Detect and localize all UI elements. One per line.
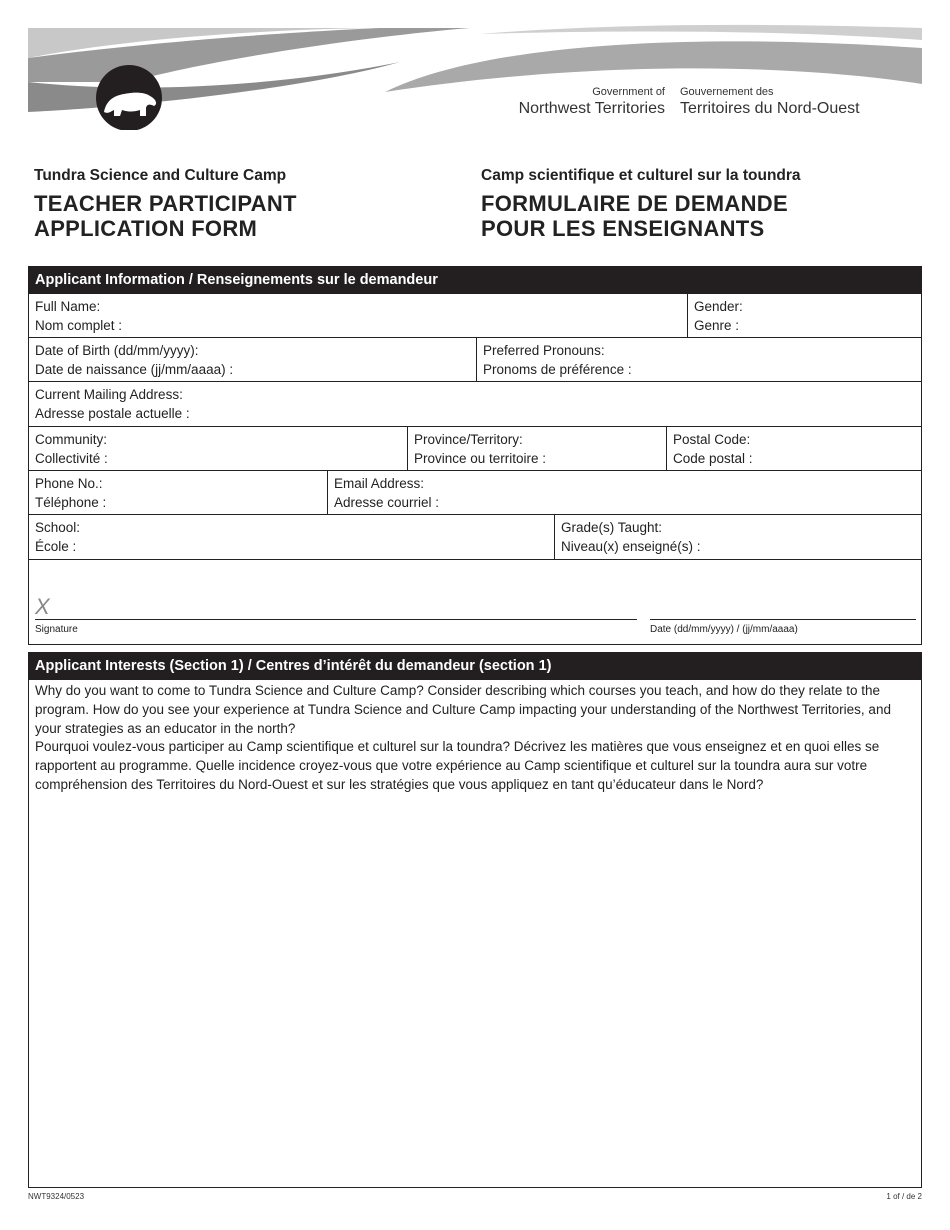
program-name-fr: Camp scientifique et culturel sur la toundra	[481, 167, 801, 184]
gender-field[interactable]	[687, 294, 921, 337]
signature-row	[29, 560, 921, 645]
phone-label-en: Phone No.:	[35, 476, 103, 491]
signature-x-mark: X	[35, 594, 50, 619]
page-number: 1 of / de 2	[886, 1192, 922, 1201]
form-row-dob	[29, 338, 921, 382]
grades-taught-field[interactable]	[554, 515, 921, 559]
email-field[interactable]	[327, 471, 921, 514]
school-label-en: School:	[35, 520, 81, 535]
date-of-birth-field[interactable]	[29, 338, 476, 381]
signature-label: Signature	[35, 624, 78, 635]
phone-field[interactable]	[29, 471, 327, 514]
dob-label-en: Date of Birth (dd/mm/yyyy):	[35, 343, 199, 358]
pronouns-label-fr: Pronoms de préférence :	[483, 362, 632, 377]
form-title-en-line2: APPLICATION FORM	[34, 216, 258, 241]
government-name-en	[500, 86, 665, 118]
form-title-fr-line1: FORMULAIRE DE DEMANDE	[481, 191, 788, 216]
applicant-interests-answer-box[interactable]	[28, 680, 922, 1188]
form-number: NWT9324/0523	[28, 1192, 85, 1201]
form-title-en-line1: TEACHER PARTICIPANT	[34, 191, 297, 216]
school-label-fr: École :	[35, 539, 77, 554]
grades-label-en: Grade(s) Taught:	[561, 520, 663, 535]
question-text-fr: Pourquoi voulez-vous participer au Camp scientifique et culturel sur la toundra? Décrivez les matières que vous enseignez et en quoi elles se rapportent au programme. Quelle incidence croyez-vous que votre expérience au Camp scientifique et culturel sur la toundra aura sur votre compréhension des Territoires du Nord-Ouest et sur les stratégies que vous appliquez en tant qu’éducateur dans le Nord?	[35, 739, 880, 792]
community-label-fr: Collectivité :	[35, 451, 108, 466]
phone-label-fr: Téléphone :	[35, 495, 107, 510]
title-block-en	[34, 167, 297, 241]
postal-code-field[interactable]	[666, 427, 921, 470]
mailing-address-field[interactable]	[29, 382, 921, 426]
signature-date-line[interactable]	[650, 619, 916, 620]
grades-label-fr: Niveau(x) enseigné(s) :	[561, 539, 701, 554]
form-row-school	[29, 515, 921, 560]
community-label-en: Community:	[35, 432, 108, 447]
gov-fr-small: Gouvernement des	[680, 86, 774, 98]
school-field[interactable]	[29, 515, 554, 559]
section-heading-applicant-interests: Applicant Interests (Section 1) / Centres d’intérêt du demandeur (section 1)	[28, 652, 922, 680]
email-label-fr: Adresse courriel :	[334, 495, 440, 510]
gov-fr-big: Territoires du Nord-Ouest	[680, 100, 860, 117]
full-name-field[interactable]	[29, 294, 687, 337]
program-name-en: Tundra Science and Culture Camp	[34, 167, 287, 184]
province-field[interactable]	[407, 427, 666, 470]
email-label-en: Email Address:	[334, 476, 425, 491]
postal-label-fr: Code postal :	[673, 451, 753, 466]
gov-en-small: Government of	[592, 86, 665, 98]
pronouns-field[interactable]	[476, 338, 921, 381]
form-row-address	[29, 382, 921, 427]
question-text-en: Why do you want to come to Tundra Science and Culture Camp? Consider describing which courses you teach, and how do they relate to the program. How do you see your experience at Tundra Science and Culture Camp impacting your understanding of the Northwest Territories, and your strategies as an educator in the north?	[35, 683, 891, 736]
province-label-fr: Province ou territoire :	[414, 451, 547, 466]
gender-label-fr: Genre :	[694, 318, 740, 333]
nwt-polar-bear-logo	[96, 65, 162, 130]
province-label-en: Province/Territory:	[414, 432, 523, 447]
form-row-contact	[29, 471, 921, 515]
date-label: Date (dd/mm/yyyy) / (jj/mm/aaaa)	[650, 624, 798, 635]
gov-en-big: Northwest Territories	[518, 100, 665, 117]
postal-label-en: Postal Code:	[673, 432, 751, 447]
pronouns-label-en: Preferred Pronouns:	[483, 343, 605, 358]
section-heading-applicant-information: Applicant Information / Renseignements sur le demandeur	[28, 266, 922, 294]
gender-label-en: Gender:	[694, 299, 743, 314]
full-name-label-fr: Nom complet :	[35, 318, 123, 333]
form-title-fr-line2: POUR LES ENSEIGNANTS	[481, 216, 765, 241]
form-row-name	[29, 294, 921, 338]
address-label-fr: Adresse postale actuelle :	[35, 406, 190, 421]
signature-line[interactable]	[35, 619, 637, 620]
applicant-information-form	[28, 294, 922, 645]
community-field[interactable]	[29, 427, 407, 470]
dob-label-fr: Date de naissance (jj/mm/aaaa) :	[35, 362, 234, 377]
government-name-fr	[680, 86, 860, 118]
form-row-community	[29, 427, 921, 471]
address-label-en: Current Mailing Address:	[35, 387, 183, 402]
title-block-fr	[481, 167, 801, 241]
full-name-label-en: Full Name:	[35, 299, 101, 314]
